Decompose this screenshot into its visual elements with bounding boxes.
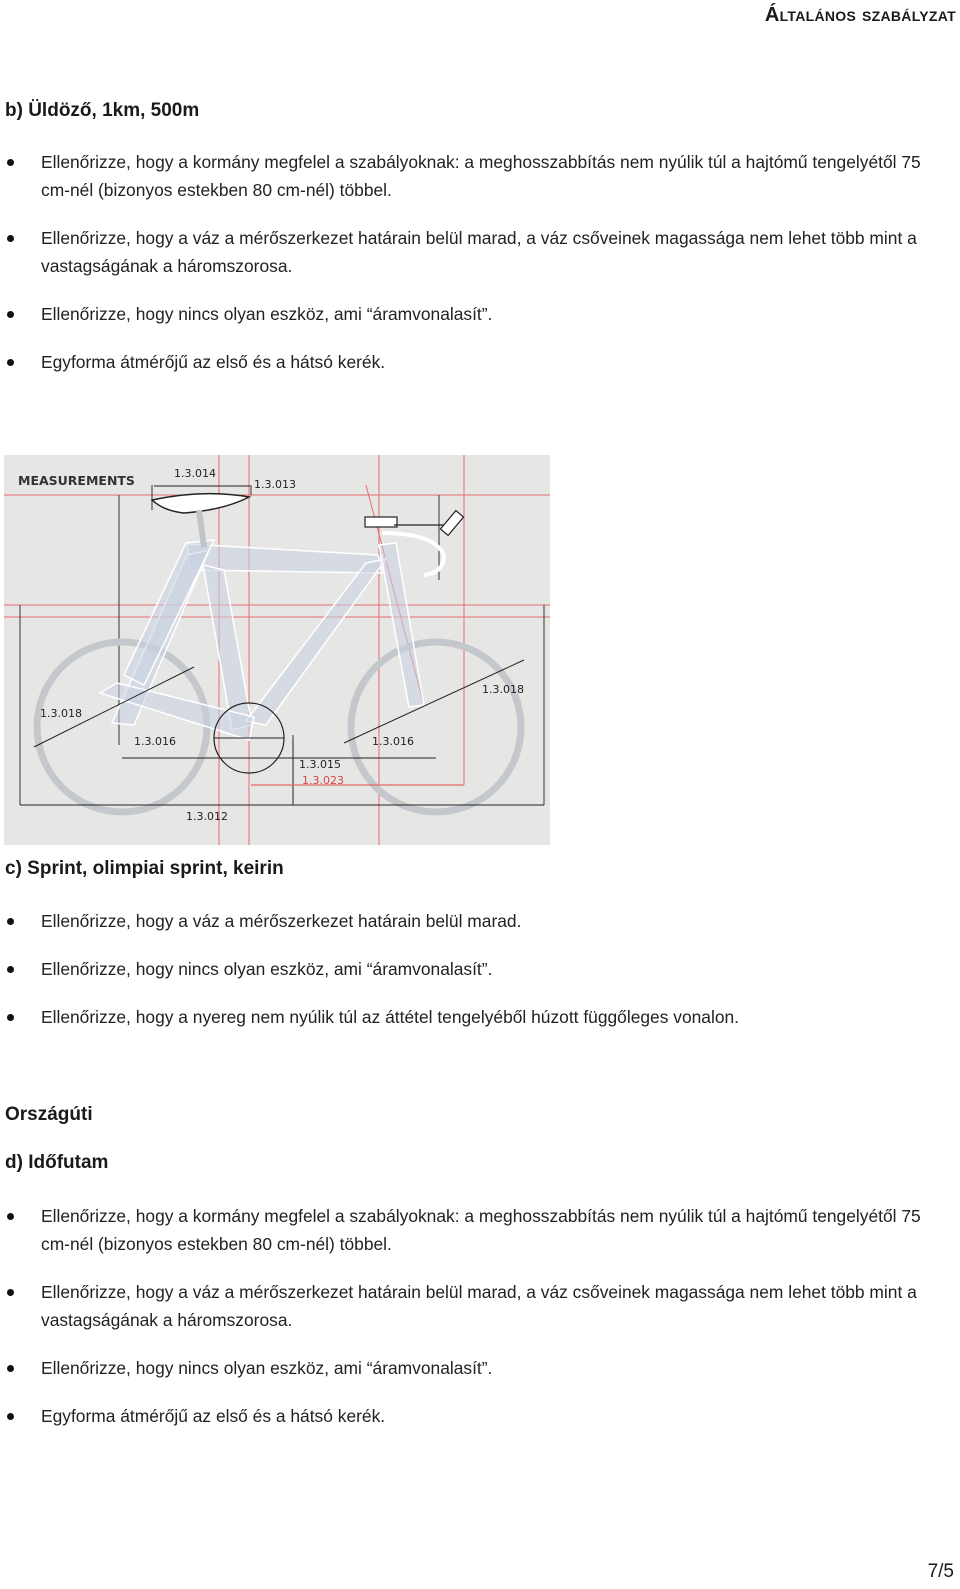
section-d-list [0,1202,950,1430]
document-header-title: Általános szabályzat [764,4,956,26]
label-front-wheel: 1.3.018 [482,683,524,696]
section-d-heading: d) Időfutam [5,1152,109,1173]
aero-bar-pad [365,517,397,527]
list-item: Ellenőrizze, hogy nincs olyan eszköz, ami “áramvonalasít”. [0,300,950,328]
list-item: Ellenőrizze, hogy a kormány megfelel a szabályoknak: a meghosszabbítás nem nyúlik túl a hajtómű tengelyétől 75 cm-nél (bizonyos estekben 80 cm-nél) többel. [0,1202,950,1258]
section-c-heading: c) Sprint, olimpiai sprint, keirin [5,858,284,879]
label-wheelbase: 1.3.012 [186,810,228,823]
list-item: Ellenőrizze, hogy a kormány megfelel a szabályoknak: a meghosszabbítás nem nyúlik túl a hajtómű tengelyétől 75 cm-nél (bizonyos estekben 80 cm-nél) többel. [0,148,950,204]
wheels [37,642,521,812]
list-item: Ellenőrizze, hogy nincs olyan eszköz, ami “áramvonalasít”. [0,1354,950,1382]
list-item: Ellenőrizze, hogy a váz a mérőszerkezet határain belül marad. [0,907,950,935]
label-saddle-setback: 1.3.013 [254,478,296,491]
bike-frame [100,540,424,740]
bike-measurements-figure [4,455,550,845]
label-bb-height: 1.3.015 [299,758,341,771]
bike-measurements-diagram [4,455,550,845]
list-item: Ellenőrizze, hogy a nyereg nem nyúlik túl az áttétel tengelyéből húzott függőleges vonalon. [0,1003,950,1031]
aero-bar-end [440,511,463,536]
section-b-heading: b) Üldöző, 1km, 500m [5,100,200,121]
section-c-list [0,907,950,1031]
label-rear-wheel: 1.3.018 [40,707,82,720]
list-item: Ellenőrizze, hogy nincs olyan eszköz, ami “áramvonalasít”. [0,955,950,983]
label-front-center: 1.3.016 [372,735,414,748]
list-item: Egyforma átmérőjű az első és a hátsó kerék. [0,348,950,376]
section-b-list [0,148,950,376]
label-rear-center: 1.3.016 [134,735,176,748]
road-heading: Országúti [5,1104,93,1125]
list-item: Ellenőrizze, hogy a váz a mérőszerkezet határain belül marad, a váz csőveinek magassága nem lehet több mint a vastagságának a háromszorosa. [0,1278,950,1334]
list-item: Egyforma átmérőjű az első és a hátsó kerék. [0,1402,950,1430]
label-bb-to-front: 1.3.023 [302,774,344,787]
list-item: Ellenőrizze, hogy a váz a mérőszerkezet határain belül marad, a váz csőveinek magassága nem lehet több mint a vastagságának a háromszorosa. [0,224,950,280]
label-saddle-length: 1.3.014 [174,467,216,480]
page-number: 7/5 [927,1561,954,1582]
figure-title: MEASUREMENTS [18,473,135,488]
